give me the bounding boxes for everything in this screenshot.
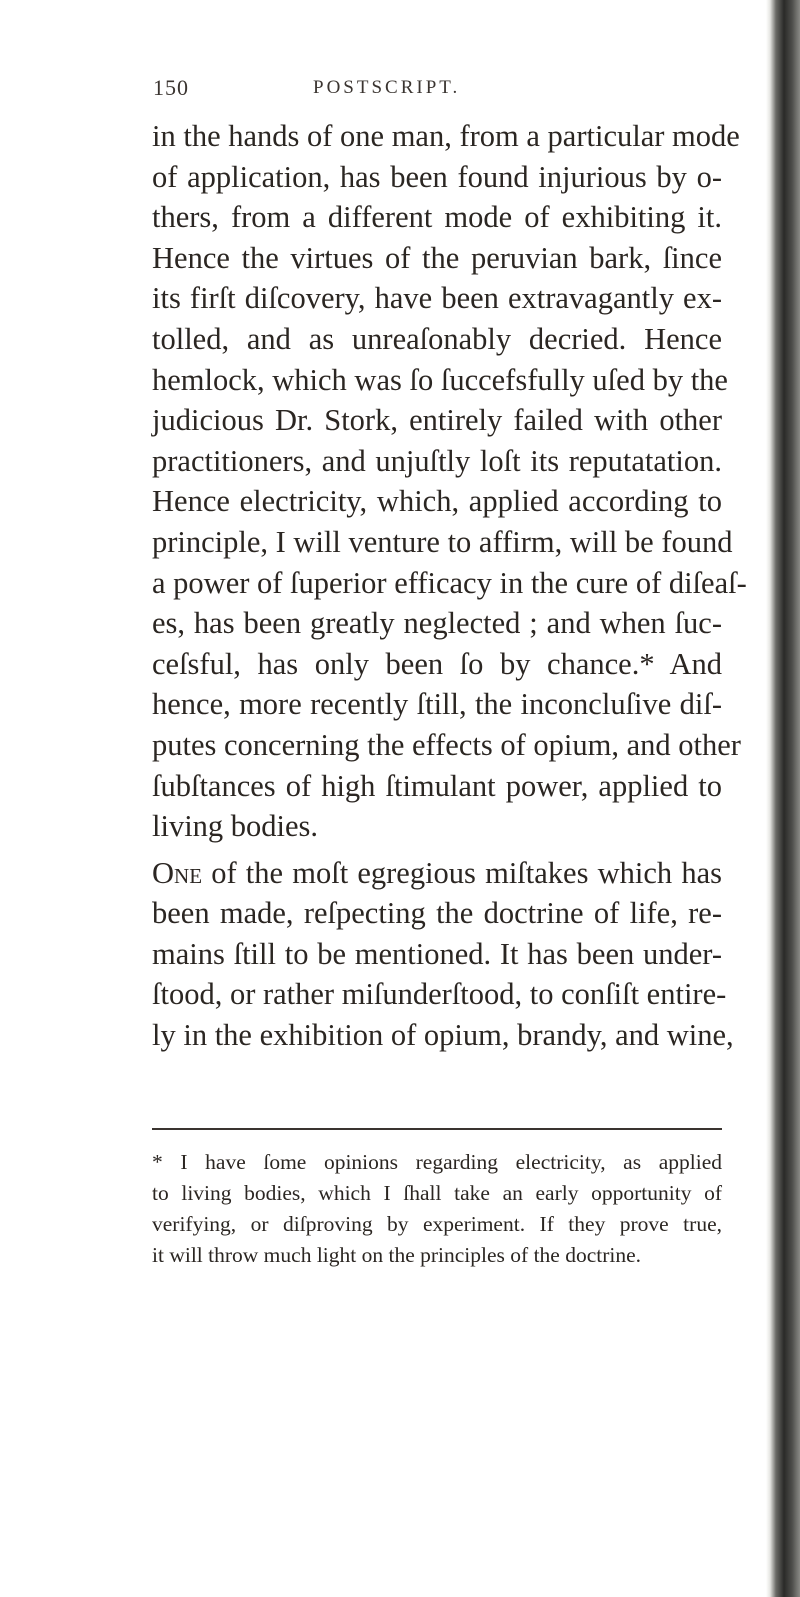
body-text: [152, 116, 747, 1056]
text-line: ly in the exhibition of opium, brandy, and wine,: [152, 1018, 734, 1053]
text-line: living bodies.: [152, 809, 319, 844]
text-line: ſubſtances of high ſtimulant power, applied to: [152, 768, 722, 803]
paragraph-1: [152, 116, 747, 847]
text-line: Hence the virtues of the peruvian bark, ſince: [152, 240, 722, 275]
text-line: been made, reſpecting the doctrine of life, re-: [152, 896, 722, 931]
text-line: in the hands of one man, from a particular mode: [152, 119, 740, 153]
text-line: of application, has been found injurious by o-: [152, 159, 722, 194]
footnote-line: * I have ſome opinions regarding electricity, as applied: [152, 1150, 722, 1174]
paragraph-2: [152, 853, 734, 1056]
running-head: POSTSCRIPT.: [313, 77, 461, 98]
footnote-divider: [152, 1128, 722, 1130]
text-line: Hence electricity, which, applied according to: [152, 484, 722, 519]
page-binding-edge: [766, 0, 800, 1597]
text-line: principle, I will venture to affirm, will be found: [152, 524, 733, 559]
footnote-line: verifying, or diſproving by experiment. If they prove true,: [152, 1212, 722, 1236]
footnote: [152, 1147, 722, 1271]
text-line: [152, 853, 722, 894]
text-line: thers, from a different mode of exhibiting it.: [152, 200, 722, 235]
page-header: [153, 75, 713, 105]
text-line: mains ſtill to be mentioned. It has been under-: [152, 936, 722, 971]
text-line: practitioners, and unjuſtly loſt its reputatation.: [152, 443, 722, 478]
paragraph-lead-word: One: [152, 855, 203, 890]
text-line: hence, more recently ſtill, the inconcluſive diſ-: [152, 687, 722, 722]
text-line: a power of ſuperior efficacy in the cure of diſeaſ-: [152, 565, 747, 600]
text-line: hemlock, which was ſo ſuccefsfully uſed by the: [152, 362, 728, 397]
text-line: ceſsful, has only been ſo by chance.* And: [152, 646, 722, 681]
footnote-line: to living bodies, which I ſhall take an early opportunity of: [152, 1181, 722, 1205]
footnote-line: it will throw much light on the principles of the doctrine.: [152, 1243, 642, 1267]
text-line: es, has been greatly neglected ; and when ſuc-: [152, 606, 722, 641]
text-line: tolled, and as unreaſonably decried. Hence: [152, 321, 722, 356]
text-line: putes concerning the effects of opium, and other: [152, 727, 741, 762]
text-line: judicious Dr. Stork, entirely failed with other: [152, 403, 722, 438]
text-line: its firſt diſcovery, have been extravagantly ex-: [152, 281, 722, 316]
text-line: ſtood, or rather miſunderſtood, to conſiſt entire-: [152, 977, 727, 1012]
page-number: 150: [153, 75, 189, 100]
text-line-rest: of the moſt egregious miſtakes which has: [202, 855, 722, 890]
